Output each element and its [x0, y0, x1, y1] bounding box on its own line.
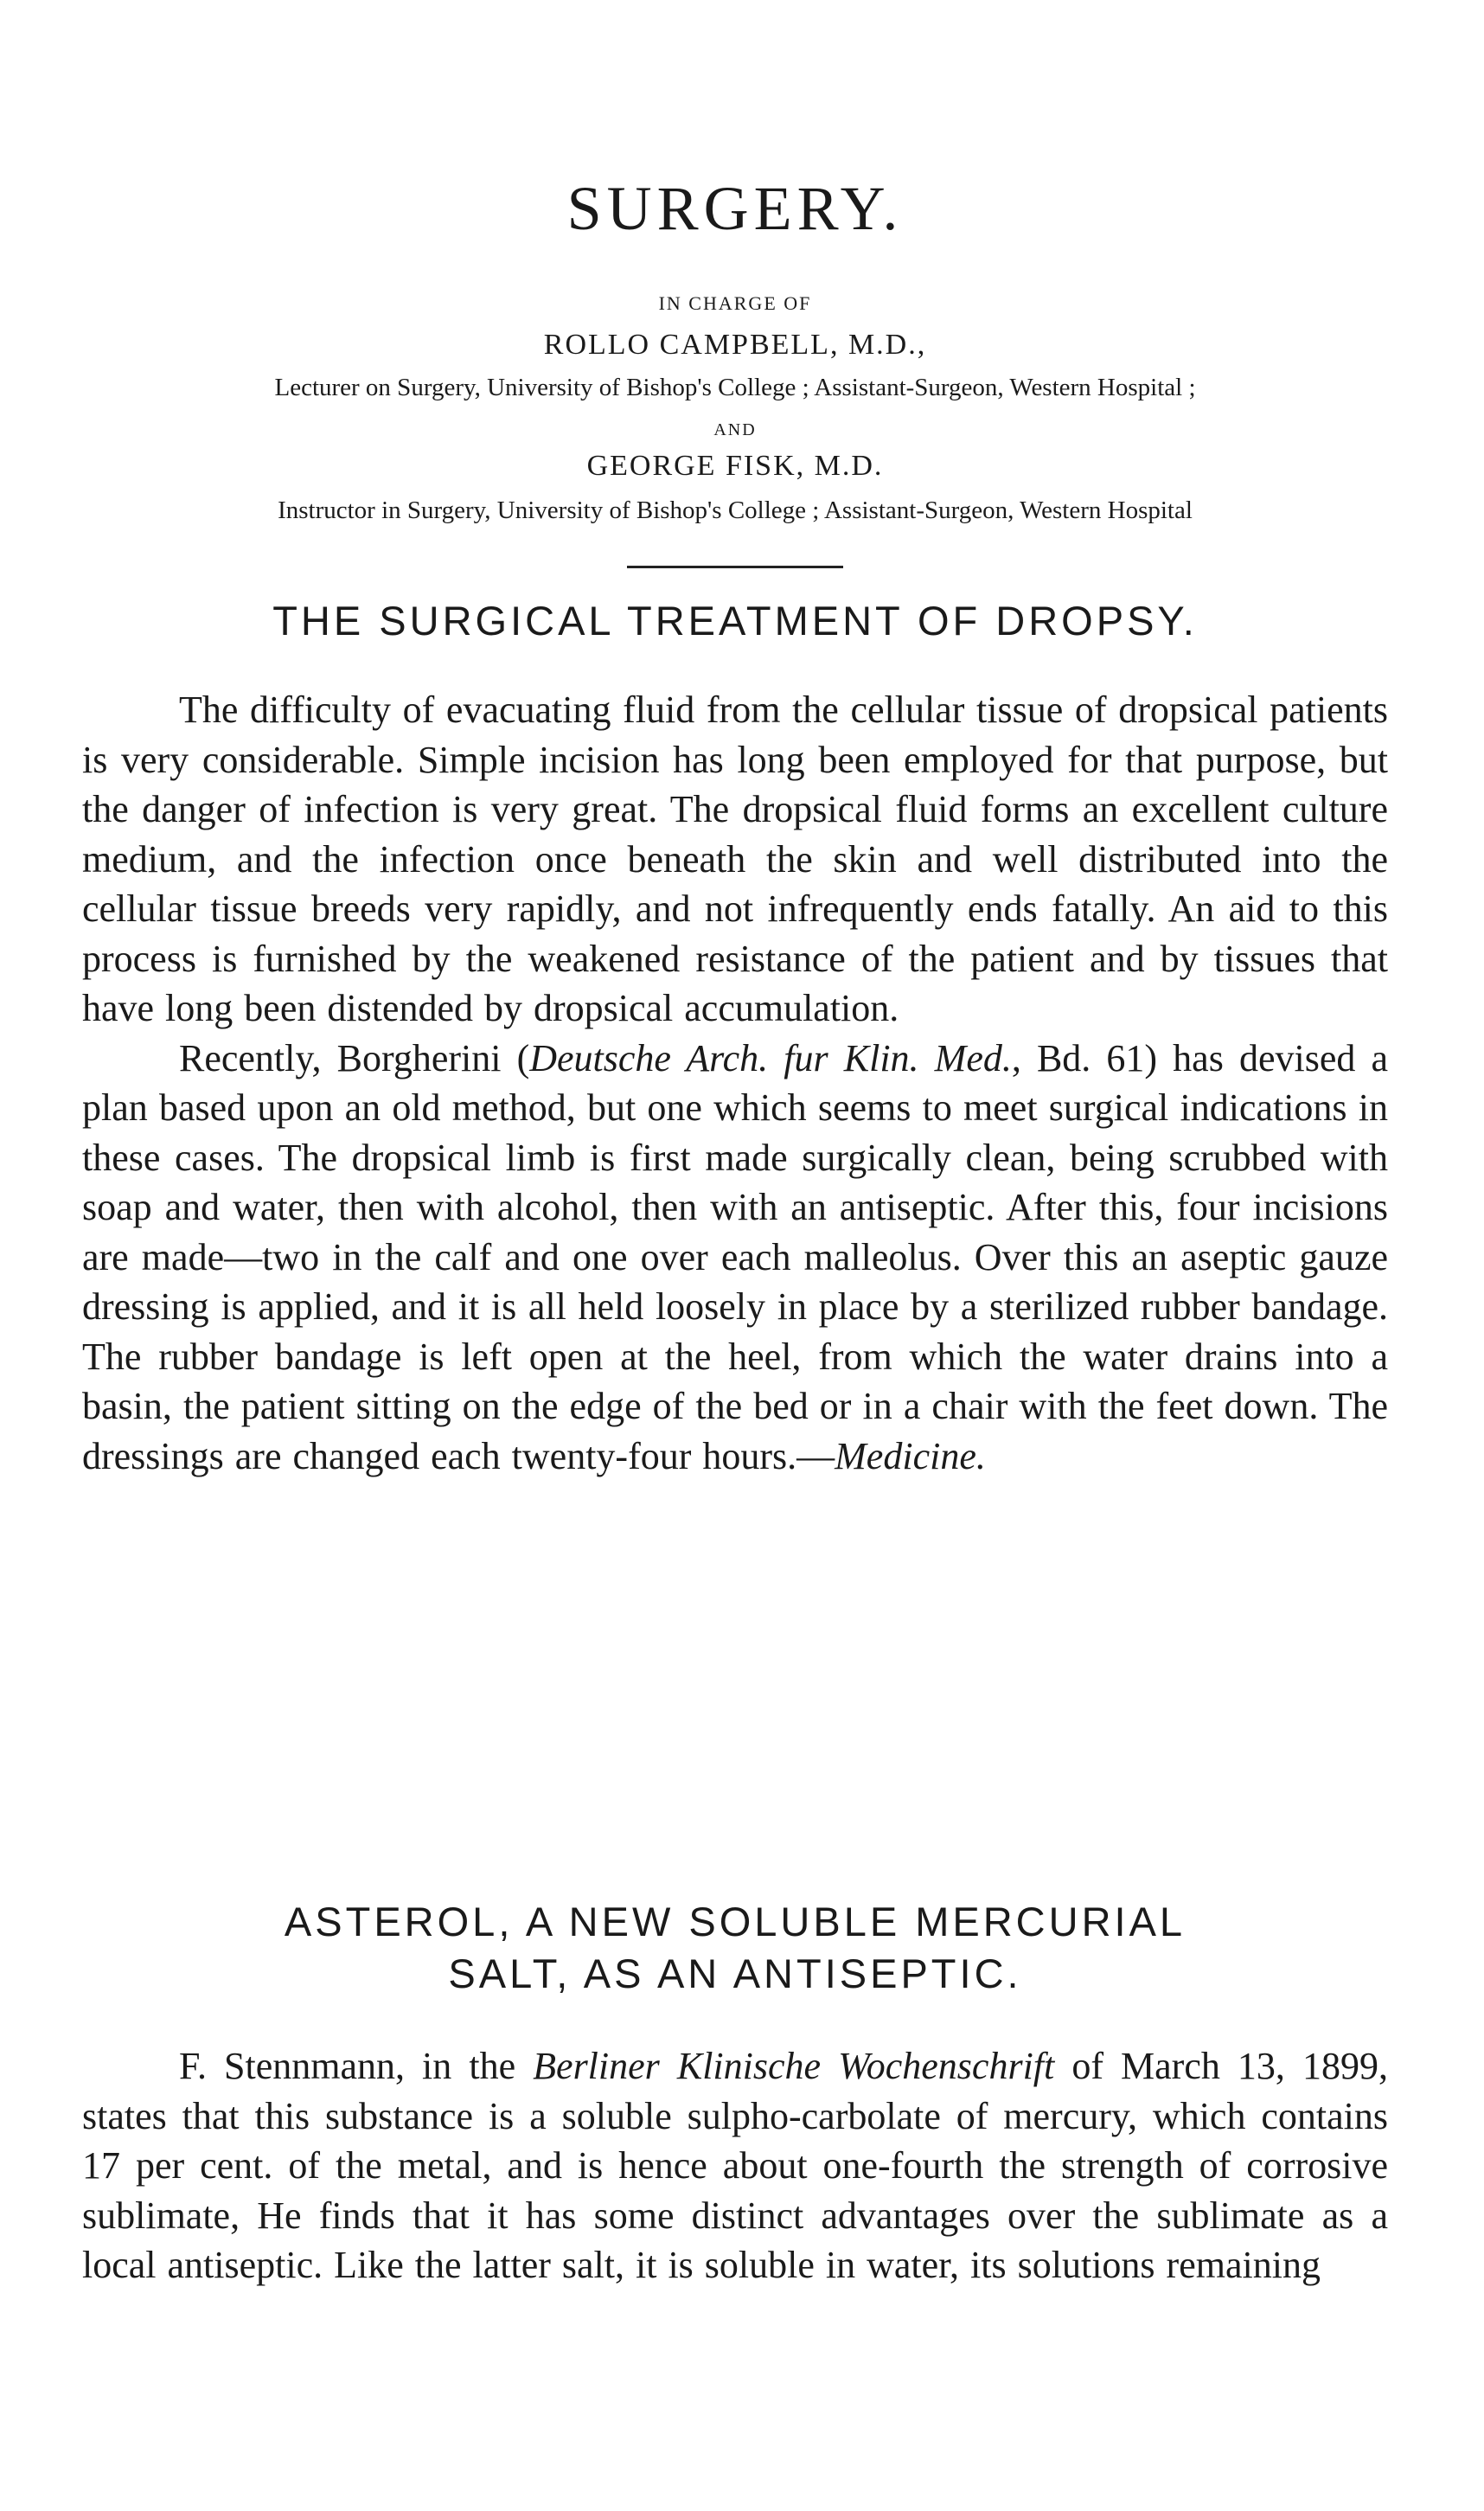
heading-line: ASTEROL, A NEW SOLUBLE MERCURIAL	[284, 1899, 1187, 1944]
editor-role: Lecturer on Surgery, University of Bishop's College ; Assistant-Surgeon, Western Hospital ;	[274, 374, 1196, 401]
article-heading: THE SURGICAL TREATMENT OF DROPSY.	[272, 598, 1198, 644]
paragraph-text: , Bd. 61) has devised a plan based upon an old method, but one which seems to meet surgical indications in these cases. The dropsical limb is first made surgically clean, being scrubbed with soap and water, then with alcohol, then with an antiseptic. After this, four incisions are made—two in the calf and one over each malleolus. Over this an aseptic gauze dressing is applied, and it is all held loosely in place by a sterilized rubber bandage. The rubber bandage is left open at the heel, from which the water drains into a basin, the patient sitting on the edge of the bed or in a chair with the feet down. The dressings are changed each twenty-four hours.—	[82, 1036, 1388, 1477]
paragraph	[82, 2041, 1388, 2290]
article-body	[82, 685, 1388, 1481]
paragraph	[82, 1034, 1388, 1482]
journal-page	[82, 0, 1388, 2511]
editor-name: GEORGE FISK, M.D.	[586, 450, 884, 482]
paragraph: The difficulty of evacuating fluid from the cellular tissue of dropsical patients is very considerable. Simple incision has long been employed for that purpose, but the danger of infection is very great. The dropsical fluid forms an excellent culture medium, and the infection once beneath the skin and well distributed into the cellular tissue breeds very rapidly, and not infrequently ends fatally. An aid to this process is furnished by the weakened resistance of the patient and by tissues that have long been distended by dropsical accumulation.	[82, 689, 1388, 1029]
article-heading	[82, 1896, 1388, 2000]
article-body	[82, 2041, 1388, 2290]
journal-citation: Berliner Klinische Wochenschrift	[533, 2045, 1055, 2087]
journal-citation: Deutsche Arch. fur Klin. Med.	[529, 1036, 1012, 1079]
section-title: SURGERY.	[566, 174, 904, 243]
heading-line: SALT, AS AN ANTISEPTIC.	[448, 1951, 1022, 1996]
editor-name: ROLLO CAMPBELL, M.D.,	[543, 329, 927, 361]
paragraph-text: of March 13, 1899, states that this substance is a soluble sulpho-carbolate of mercury, which contains 17 per cent. of the metal, and is hence about one-fourth the strength of corrosive sublimate, He finds that it has some distinct advantages over the sublimate as a local antiseptic. Like the latter salt, it is soluble in water, its solutions remaining	[82, 2045, 1388, 2286]
divider-rule	[627, 566, 843, 568]
paragraph-text: F. Stennmann, in the	[179, 2045, 534, 2087]
source-citation: Medicine.	[835, 1434, 986, 1477]
editor-role: Instructor in Surgery, University of Bishop's College ; Assistant-Surgeon, Western Hospital	[278, 496, 1193, 524]
in-charge-label: IN CHARGE OF	[658, 292, 812, 314]
and-connector: AND	[713, 420, 757, 439]
paragraph-text: Recently, Borgherini (	[179, 1036, 530, 1079]
